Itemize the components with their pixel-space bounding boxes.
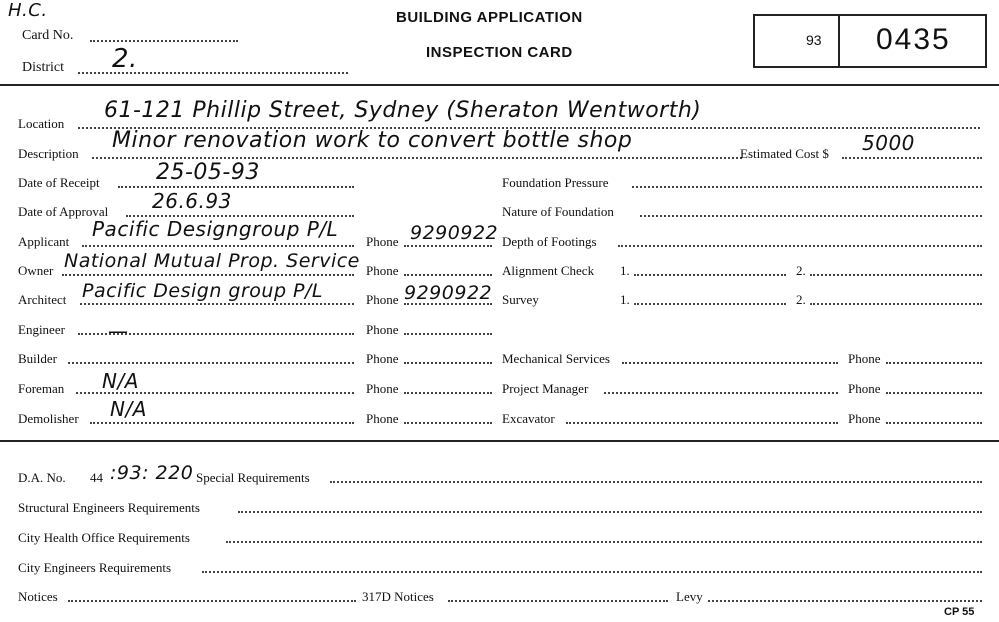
special-requirements-line <box>330 481 982 483</box>
city-engineers-line <box>202 571 982 573</box>
card-box-prefix <box>794 14 840 68</box>
da-no-printed: 44 <box>90 470 103 485</box>
foreman-phone-line <box>404 392 492 394</box>
architect-line <box>80 303 354 305</box>
structural-label: Structural Engineers Requirements <box>18 500 200 515</box>
city-engineers-label: City Engineers Requirements <box>18 560 172 575</box>
mechanical-label: Mechanical Services <box>502 351 610 366</box>
depth-footings-label: Depth of Footings <box>502 234 597 249</box>
mechanical-phone-label: Phone <box>848 351 881 366</box>
builder-phone-line <box>404 362 492 364</box>
mechanical-phone-line <box>886 362 982 364</box>
builder-phone-label: Phone <box>366 351 399 366</box>
builder-label: Builder <box>18 351 57 366</box>
excavator-line <box>566 422 838 424</box>
alignment-line2 <box>810 274 982 276</box>
estimated-cost-label: Estimated Cost $ <box>740 146 829 161</box>
project-manager-phone-label: Phone <box>848 381 881 396</box>
survey-label: Survey <box>502 292 539 307</box>
owner-label: Owner <box>18 263 54 278</box>
owner-line <box>62 274 354 276</box>
applicant-phone-line <box>404 245 492 247</box>
nature-foundation-label: Nature of Foundation <box>502 204 614 219</box>
da-no-label: D.A. No. <box>18 470 66 485</box>
builder-line <box>68 362 354 364</box>
description-label: Description <box>18 146 79 161</box>
estimated-cost-line <box>842 157 982 159</box>
middle-divider <box>0 440 999 442</box>
da-no-value: :93: 220 <box>110 462 194 484</box>
notices-317d-line <box>448 600 668 602</box>
alignment-num1: 1. <box>620 263 630 278</box>
demolisher-phone-line <box>404 422 492 424</box>
architect-phone-label: Phone <box>366 292 399 307</box>
foundation-pressure-line <box>632 186 982 188</box>
notices-317d-label: 317D Notices <box>362 589 434 604</box>
date-approval-label: Date of Approval <box>18 204 109 219</box>
foreman-label: Foreman <box>18 381 65 396</box>
alignment-num2: 2. <box>796 263 806 278</box>
excavator-phone-line <box>886 422 982 424</box>
project-manager-label: Project Manager <box>502 381 589 396</box>
demolisher-line <box>90 422 354 424</box>
estimated-cost-value: 5000 <box>862 131 915 155</box>
form-code: CP 55 <box>944 606 975 618</box>
survey-line2 <box>810 303 982 305</box>
description-line <box>92 157 742 159</box>
demolisher-phone-label: Phone <box>366 411 399 426</box>
project-manager-line <box>604 392 838 394</box>
survey-line1 <box>634 303 786 305</box>
applicant-phone-label: Phone <box>366 234 399 249</box>
hc-note: H.C. <box>8 0 48 21</box>
foreman-phone-label: Phone <box>366 381 399 396</box>
nature-foundation-line <box>640 215 982 217</box>
applicant-phone: 9290922 <box>410 222 499 244</box>
header-divider <box>0 84 999 86</box>
district-label: District <box>22 60 64 75</box>
architect-value: Pacific Design group P/L <box>82 280 324 302</box>
foundation-pressure-label: Foundation Pressure <box>502 175 609 190</box>
card-box-number-text: 0435 <box>876 23 951 56</box>
owner-value: National Mutual Prop. Service <box>64 250 360 272</box>
demolisher-value: N/A <box>110 397 147 421</box>
demolisher-label: Demolisher <box>18 411 79 426</box>
card-box-left <box>753 14 798 68</box>
depth-footings-line <box>618 245 982 247</box>
notices-label: Notices <box>18 589 58 604</box>
levy-label: Levy <box>676 589 703 604</box>
card-no-label: Card No. <box>22 28 74 43</box>
date-receipt-line <box>118 186 354 188</box>
district-value: 2. <box>112 44 138 74</box>
health-line <box>226 541 982 543</box>
location-label: Location <box>18 116 65 131</box>
applicant-label: Applicant <box>18 234 70 249</box>
applicant-value: Pacific Designgroup P/L <box>92 217 339 241</box>
description-value: Minor renovation work to convert bottle shop <box>112 128 633 153</box>
applicant-line <box>82 245 354 247</box>
notices-line <box>68 600 356 602</box>
alignment-line1 <box>634 274 786 276</box>
alignment-check-label: Alignment Check <box>502 263 595 278</box>
health-label: City Health Office Requirements <box>18 530 190 545</box>
date-receipt-label: Date of Receipt <box>18 175 100 190</box>
foreman-value: N/A <box>102 369 139 393</box>
levy-line <box>708 600 982 602</box>
owner-phone-label: Phone <box>366 263 399 278</box>
engineer-label: Engineer <box>18 322 65 337</box>
card-no-line <box>90 40 238 42</box>
date-receipt-value: 25-05-93 <box>156 160 260 185</box>
owner-phone-line <box>404 274 492 276</box>
survey-num2: 2. <box>796 292 806 307</box>
card-box-number <box>838 14 987 68</box>
title-line1: BUILDING APPLICATION <box>396 9 583 26</box>
title-line2: INSPECTION CARD <box>426 44 573 61</box>
card-box-prefix-text: 93 <box>806 32 822 48</box>
structural-line <box>238 511 982 513</box>
excavator-phone-label: Phone <box>848 411 881 426</box>
engineer-phone-line <box>404 333 492 335</box>
architect-phone: 9290922 <box>404 282 493 304</box>
location-value: 61-121 Phillip Street, Sydney (Sheraton Wentworth) <box>104 98 702 123</box>
engineer-value: — <box>108 319 129 343</box>
engineer-phone-label: Phone <box>366 322 399 337</box>
project-manager-phone-line <box>886 392 982 394</box>
special-requirements-label: Special Requirements <box>196 470 310 485</box>
architect-label: Architect <box>18 292 67 307</box>
mechanical-line <box>622 362 838 364</box>
survey-num1: 1. <box>620 292 630 307</box>
excavator-label: Excavator <box>502 411 555 426</box>
date-approval-value: 26.6.93 <box>152 189 232 213</box>
